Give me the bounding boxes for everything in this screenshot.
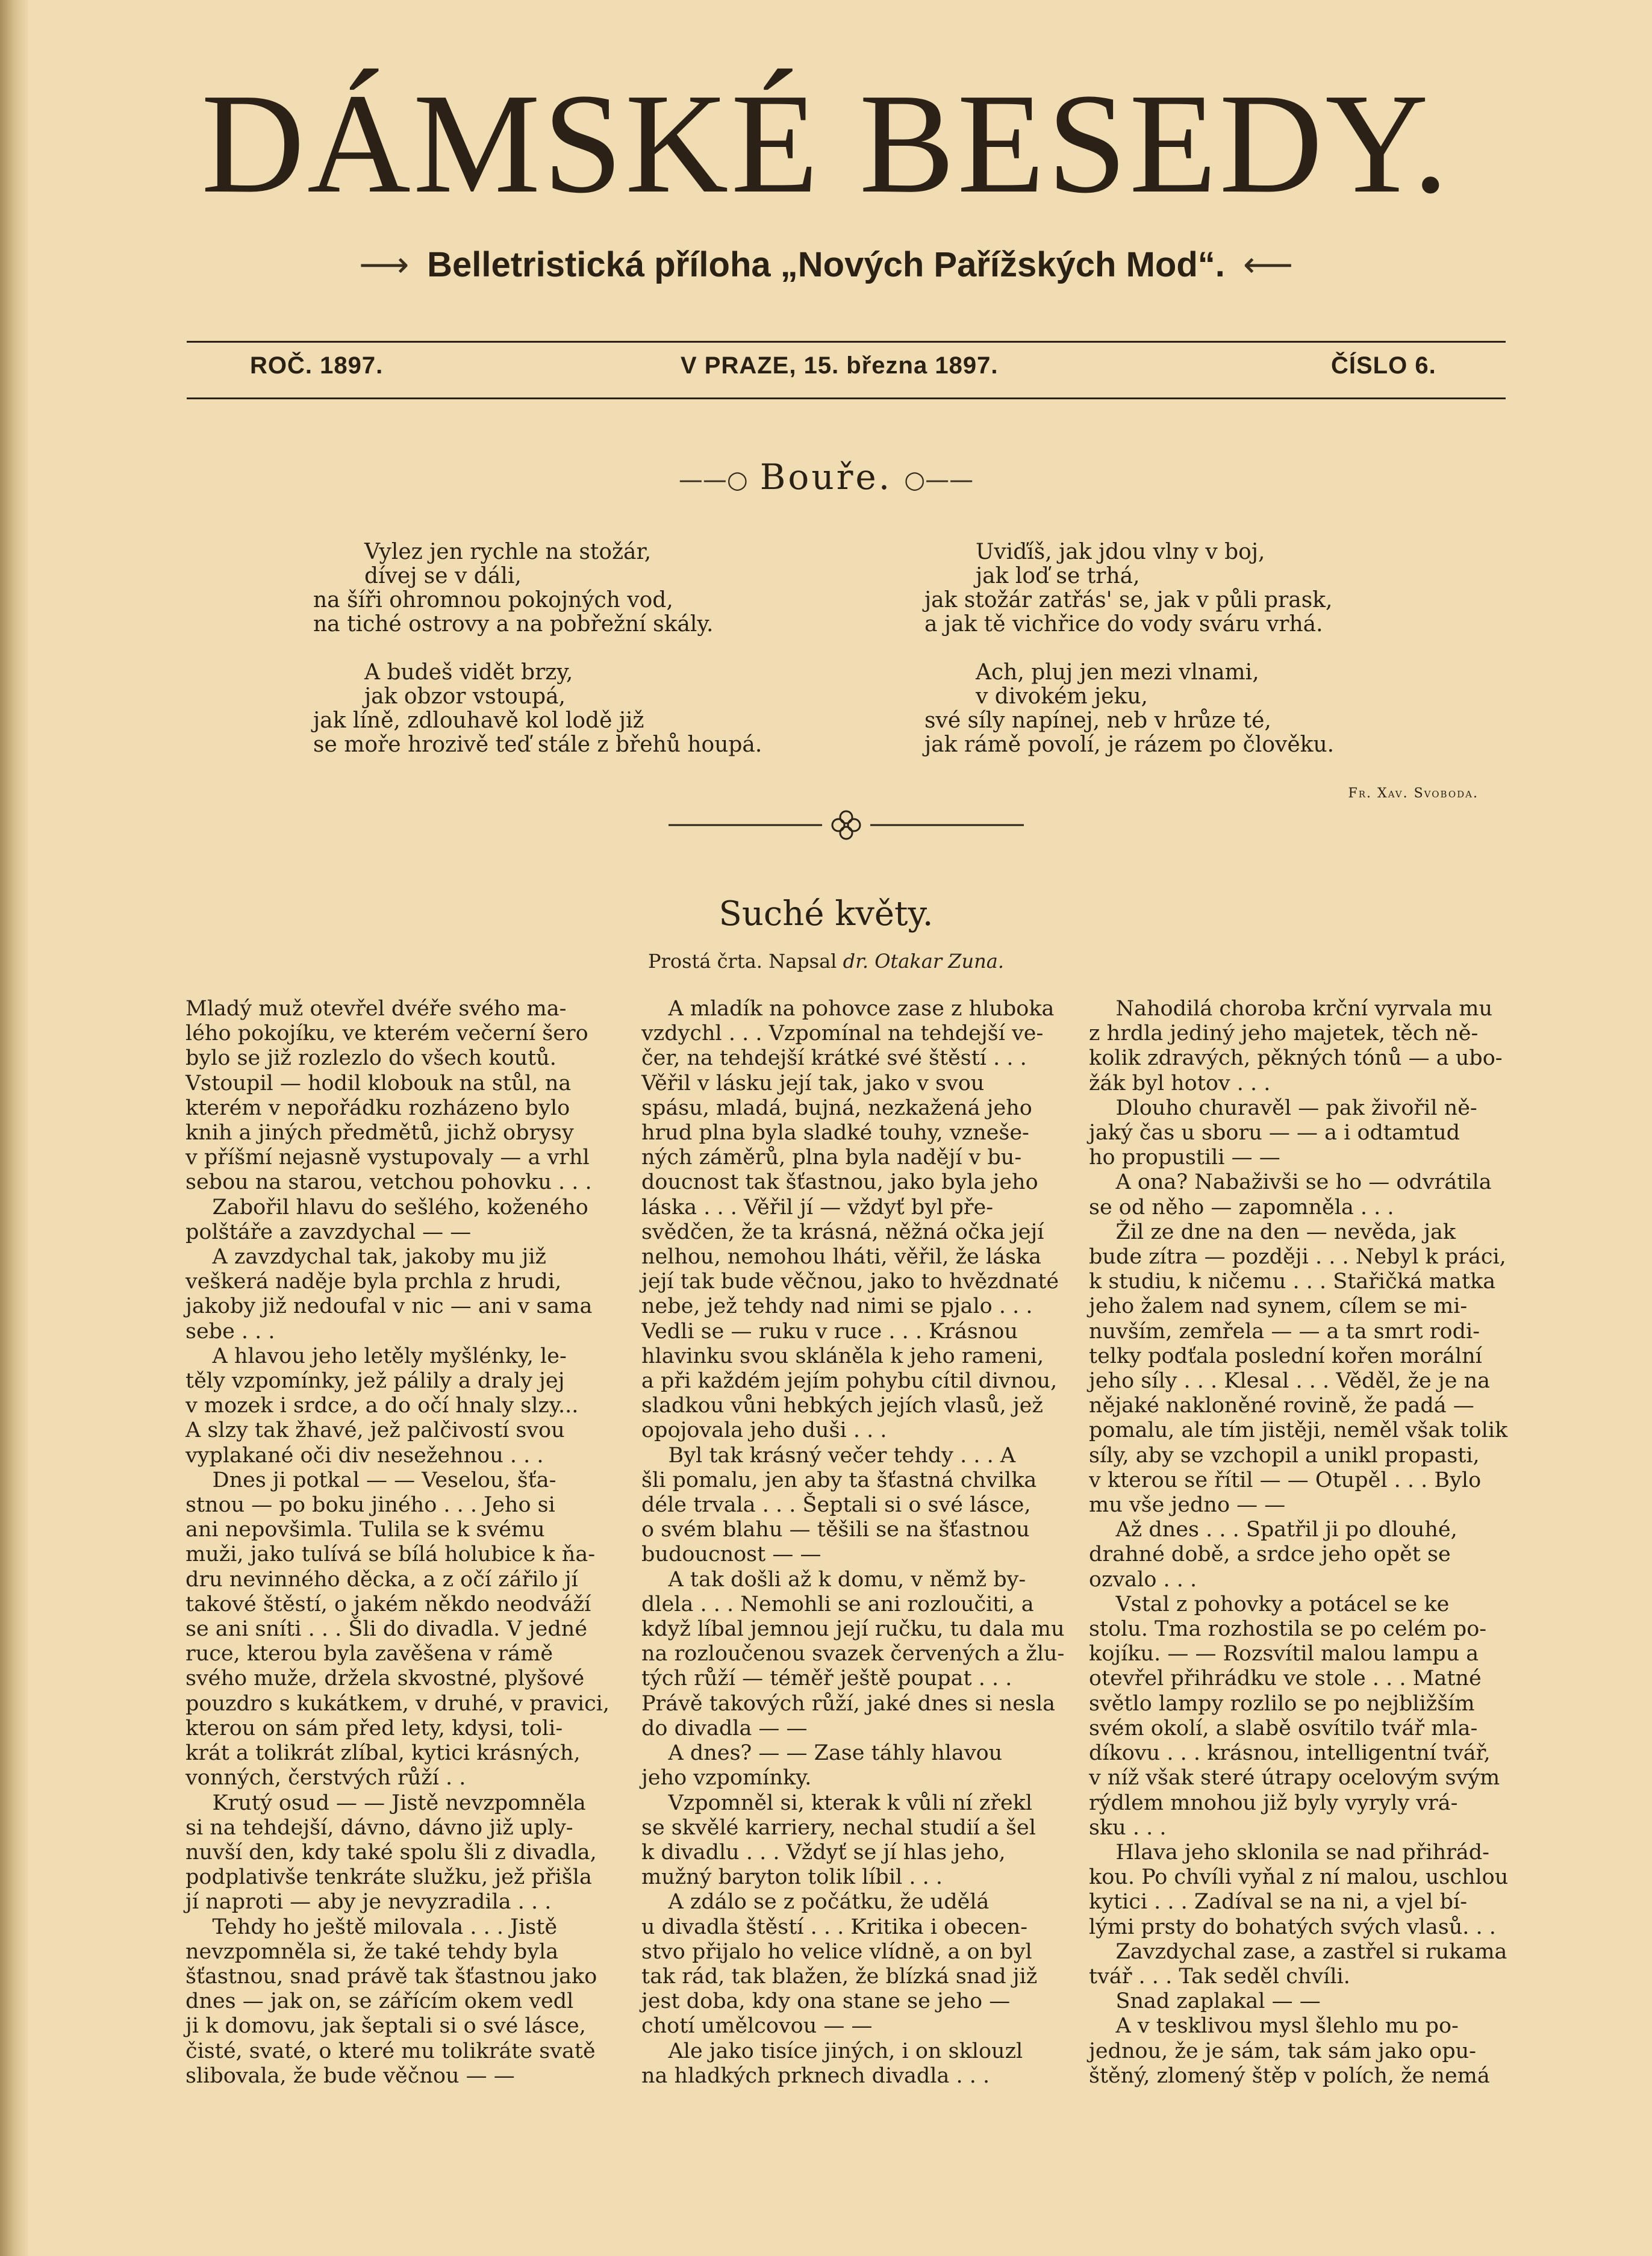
poem-line: a jak tě vichřice do vody sváru vrhá. (924, 612, 1323, 637)
story-line: mu vše jedno — — (1089, 1493, 1286, 1518)
story-line: čer, na tehdejší krátké své štěstí . . . (641, 1046, 1027, 1071)
story-line: A v tesklivou mysl šlehlo mu po- (1089, 2014, 1459, 2039)
story-line: Právě takových růží, jaké dnes si nesla (641, 1691, 1056, 1716)
story-line: ani nepovšimla. Tulila se k svému (185, 1518, 545, 1542)
story-line: tých růží — téměř ještě poupat . . . (641, 1666, 1012, 1691)
story-line: jí naproti — aby je nevyzradila . . . (185, 1890, 552, 1915)
story-line: svém okolí, a slabě osvítilo tvář mla- (1089, 1716, 1478, 1740)
right-flourish-icon: ⟵ (1242, 244, 1294, 285)
story-line: se skvělé karriery, nechal studií a šel (641, 1815, 1036, 1840)
poem-line: na tiché ostrovy a na pobřežní skály. (313, 612, 714, 637)
story-line: knih a jiných předmětů, jichž obrysy (185, 1121, 574, 1145)
right-ornament-icon: ○—— (904, 466, 974, 494)
story-line: nevzpomněla si, že také tehdy byla (185, 1939, 559, 1964)
story-line: Nahodilá choroba krční vyrvala mu (1089, 997, 1493, 1021)
poem-stanza (924, 661, 1334, 757)
story-line: jednou, že je sám, tak sám jako opu- (1089, 2039, 1476, 2063)
story-column-1 (185, 997, 609, 2089)
story-column-3 (1089, 997, 1509, 2089)
story-line: v kterou se řítil — — Otupěl . . . Bylo (1089, 1468, 1482, 1492)
story-line: u divadla štěstí . . . Kritika i obecen- (641, 1915, 1028, 1939)
story-line: z hrdla jediný jeho majetek, těch ně- (1089, 1021, 1479, 1046)
poem-line: své síly napínej, neb v hrůze té, (924, 708, 1271, 733)
story-line: A dnes? — — Zase táhly hlavou (641, 1741, 1003, 1766)
story-line: déle trvala . . . Šeptali si o své lásce, (641, 1493, 1031, 1518)
story-line: v níž však steré útrapy ocelovým svým (1089, 1766, 1500, 1790)
story-line: síly, aby se vzchopil a unikl propasti, (1089, 1443, 1480, 1468)
story-line: bylo se již rozlezlo do všech koutů. (185, 1046, 556, 1071)
story-line: v příšmí nejasně vystupovaly — a vrhl (185, 1145, 590, 1170)
header-top-rule (187, 341, 1506, 343)
story-line: kolik zdravých, pěkných tónů — a ubo- (1089, 1046, 1503, 1071)
story-line: pomalu, ale tím jistěji, neměl však tolik (1089, 1418, 1508, 1443)
story-line: v mozek i srdce, a do očí hnaly slzy... (185, 1394, 579, 1418)
story-line: stolu. Tma rozhostila se po celém po- (1089, 1617, 1487, 1642)
poem-stanza (313, 540, 713, 637)
story-line: Vstal z pohovky a potácel se ke (1089, 1592, 1450, 1616)
story-line: nebe, jež tehdy nad nimi se pjalo . . . (641, 1294, 1033, 1319)
story-line: veškerá naděje byla prchla z hrudi, (185, 1270, 562, 1294)
story-line: dnes — jak on, se zářícím okem vedl (185, 1989, 574, 2014)
story-line: kterém v nepořádku rozházeno bylo (185, 1095, 570, 1120)
story-line: kojíku. — — Rozsvítil malou lampu a (1089, 1642, 1479, 1666)
story-line: hrud plna byla sladké touhy, vznešе- (641, 1121, 1029, 1145)
story-column-2 (641, 997, 1065, 2089)
story-line: ozvalo . . . (1089, 1567, 1197, 1592)
story-line: ných záměrů, plna byla nadějí v bu- (641, 1145, 1022, 1170)
story-line: její tak bude věčnou, jako to hvězdnaté (641, 1270, 1059, 1294)
story-line: nelhou, nemohou lháti, věřil, že láska (641, 1245, 1041, 1270)
poem-stanza (924, 540, 1332, 637)
story-line: díkovu . . . krásnou, intelligentní tvář, (1089, 1741, 1491, 1766)
story-line: Vzpomněl si, kterak k vůli ní zřekl (641, 1790, 1033, 1815)
issue-label: ČÍSLO 6. (1331, 352, 1436, 379)
story-line: spásu, mladá, bujná, nezkažená jeho (641, 1095, 1032, 1120)
story-line: Hlava jeho sklonila se nad přihrád- (1089, 1840, 1489, 1865)
poem-line: Ach, pluj jen mezi vlnami, (976, 660, 1259, 685)
story-line: jest doba, kdy ona stane se jeho — (641, 1989, 1011, 2014)
story-line: A hlavou jeho letěly myšlénky, le- (185, 1344, 567, 1368)
story-line: polštáře a zavzdychal — — (185, 1220, 472, 1244)
story-line: a při každém jejím pohybu cítil divnou, (641, 1369, 1058, 1394)
story-line: stvo přijalo ho velice vlídně, a on byl (641, 1939, 1032, 1964)
story-line: Věřil v lásku její tak, jako v svou (641, 1071, 985, 1095)
story-line: láska . . . Věřil jí — vždyť byl pře- (641, 1195, 994, 1220)
story-line: svědčen, že ta krásná, něžná očka její (641, 1220, 1044, 1244)
story-line: drahné době, a srdce jeho opět se (1089, 1542, 1451, 1567)
page-binding-edge (0, 0, 28, 2256)
poem-line: jak stožár zatřás' se, jak v půli prask, (924, 588, 1333, 612)
story-line: A zavzdychal tak, jakoby mu již (185, 1245, 546, 1270)
story-line: světlo lampy rozlilo se po nejbližším (1089, 1691, 1475, 1716)
story-line: k studiu, k ničemu . . . Stařičká matka (1089, 1270, 1496, 1294)
story-line: kterou on sám před lety, kdysi, toli- (185, 1716, 563, 1740)
story-line: Dlouho churavěl — pak živořil ně- (1089, 1095, 1477, 1120)
poem-line: Vylez jen rychle na stožár, (364, 540, 652, 564)
story-line: jakoby již nedoufal v nic — ani v sama (185, 1294, 593, 1319)
story-line: ho propustili — — (1089, 1145, 1280, 1170)
masthead-title: DÁMSKÉ BESEDY. (201, 64, 1451, 223)
poem-line: A budeš vidět brzy, (364, 660, 573, 685)
story-line: jaký čas u sboru — — a i odtamtud (1089, 1121, 1460, 1145)
story-line: si na tehdejší, dávno, dávno již uply- (185, 1815, 573, 1840)
story-line: čisté, svaté, o které mu tolikráte svatě (185, 2039, 596, 2063)
place-date-label: V PRAZE, 15. března 1897. (681, 352, 999, 379)
poem-line: Uviďíš, jak jdou vlny v boj, (976, 540, 1265, 564)
left-flourish-icon: ⟶ (358, 244, 410, 285)
story-title: Suché květy. (718, 894, 934, 933)
story-line: svého muže, držela skvostné, plyšové (185, 1666, 585, 1691)
poem-line: dívej se v dáli, (364, 564, 522, 588)
story-line: kou. Po chvíli vyňal z ní malou, uschlou (1089, 1865, 1509, 1890)
story-line: k divadlu . . . Vždyť se jí hlas jeho, (641, 1840, 1006, 1865)
story-line: o svém blahu — těšili se na šťastnou (641, 1518, 1030, 1542)
story-line: A mladík na pohovce zase z hluboka (641, 997, 1055, 1021)
volume-label: ROČ. 1897. (250, 352, 384, 379)
poem-title: Bouře. (759, 456, 893, 497)
story-line: tak rád, tak blažen, že blízká snad již (641, 1964, 1038, 1989)
story-line: sebou na starou, vetchou pohovku . . . (185, 1170, 592, 1195)
poem-line: na šíři ohromnou pokojných vod, (313, 588, 673, 612)
story-line: Snad zaplakal — — (1089, 1989, 1321, 2014)
story-line: lými prsty do bohatých svých vlasů. . . (1089, 1915, 1496, 1939)
story-line: vyplakané oči div nesežehnou . . . (185, 1443, 544, 1468)
story-line: slibovala, že bude věčnou — — (185, 2063, 515, 2088)
ornamental-divider-icon (669, 807, 1024, 843)
story-line: krát a tolikrát zlíbal, kytici krásných, (185, 1741, 581, 1766)
story-line: otevřel přihrádku ve stole . . . Matné (1089, 1666, 1482, 1691)
story-line: na hladkých prknech divadla . . . (641, 2063, 990, 2088)
story-line: chotí umělcovou — — (641, 2014, 873, 2039)
story-author-name: Otakar Zuna. (874, 950, 1004, 973)
story-line: opojovala jeho duši . . . (641, 1418, 887, 1443)
story-line: vzdychl . . . Vzpomínal na tehdejší ve- (641, 1021, 1044, 1046)
story-line: muži, jako tulívá se bílá holubice k ňa- (185, 1542, 596, 1567)
story-line: Tehdy ho ještě milovala . . . Jistě (185, 1915, 558, 1939)
story-line: těly vzpomínky, jež pálily a draly jej (185, 1369, 565, 1394)
poem-line: jak loď se trhá, (976, 564, 1140, 588)
story-line: Zavzdychal zase, a zastřel si rukama (1089, 1939, 1507, 1964)
story-line: nuvší den, kdy také spolu šli z divadla, (185, 1840, 597, 1865)
story-line: tvář . . . Tak seděl chvíli. (1089, 1964, 1350, 1989)
story-line: sebe . . . (185, 1319, 275, 1344)
story-line: sku . . . (1089, 1815, 1167, 1840)
story-line: šťastnou, snad právě tak šťastnou jako (185, 1964, 597, 1989)
story-line: Krutý osud — — Jistě nevzpomněla (185, 1790, 586, 1815)
story-line: Byl tak krásný večer tehdy . . . A (641, 1443, 1016, 1468)
story-line: doucnost tak šťastnou, jako byla jeho (641, 1170, 1038, 1195)
story-line: štěný, zlomený štěp v polích, že nemá (1089, 2063, 1490, 2088)
story-line: jeho žalem nad synem, cílem se mi- (1089, 1294, 1468, 1319)
poem-line: jak obzor vstoupá, (364, 684, 566, 709)
story-line: telky podťala poslední kořen morální (1089, 1344, 1482, 1368)
story-line: na rozloučenou svazek červených a žlu- (641, 1642, 1065, 1666)
story-line: vonných, čerstvých růží . . (185, 1766, 466, 1790)
story-line: takové štěstí, o jakém někdo neodváží (185, 1592, 591, 1616)
story-line: Zabořil hlavu do sešlého, koženého (185, 1195, 588, 1220)
story-line: se ani sníti . . . Šli do divadla. V jedné (185, 1617, 588, 1642)
header-bottom-rule (187, 397, 1506, 399)
story-line: A slzy tak žhavé, jež palčivostí svou (185, 1418, 565, 1443)
story-line: žák byl hotov . . . (1089, 1071, 1271, 1095)
story-line: sladkou vůni hebkých jejích vlasů, jež (641, 1394, 1043, 1418)
story-line: nuvším, zemřela — — a ta smrt rodi- (1089, 1319, 1480, 1344)
story-line: Vedli se — ruku v ruce . . . Krásnou (641, 1319, 1018, 1344)
story-line: stnou — po boku jiného . . . Jeho si (185, 1493, 555, 1518)
story-line: Až dnes . . . Spatřil ji po dlouhé, (1089, 1518, 1457, 1542)
story-line: ruce, kterou byla zavěšena v rámě (185, 1642, 553, 1666)
story-line: jeho síly . . . Klesal . . . Věděl, že je na (1089, 1369, 1490, 1394)
poem-line: jak líně, zdlouhavě kol lodě již (313, 708, 644, 733)
left-ornament-icon: ——○ (678, 466, 748, 494)
story-line: A ona? Nabaživši se ho — odvrátila (1089, 1170, 1492, 1195)
story-line: Vstoupil — hodil klobouk na stůl, na (185, 1071, 572, 1095)
story-line: do divadla — — (641, 1716, 808, 1740)
story-line: se od něho — zapomněla . . . (1089, 1195, 1394, 1220)
story-line: lého pokojíku, ve kterém večerní šero (185, 1021, 588, 1046)
poem-line: se moře hrozivě teď stále z břehů houpá. (313, 732, 762, 757)
poem-line: jak rámě povolí, je rázem po člověku. (924, 732, 1335, 757)
story-line: budoucnost — — (641, 1542, 821, 1567)
story-subtitle (0, 950, 1652, 973)
story-line: Žil ze dne na den — nevěda, jak (1089, 1220, 1456, 1244)
masthead-subtitle-row (0, 244, 1652, 285)
story-line: dlela . . . Nemohli se ani rozloučiti, a (641, 1592, 1034, 1616)
story-line: šli pomalu, jen aby ta šťastná chvilka (641, 1468, 1037, 1492)
poem-line: v divokém jeku, (976, 684, 1148, 709)
story-line: mužný baryton tolik líbil . . . (641, 1865, 943, 1890)
story-line: A tak došli až k domu, v němž by- (641, 1567, 1026, 1592)
poem-title-row (0, 456, 1652, 497)
story-line: hlavinku svou skláněla k jeho rameni, (641, 1344, 1044, 1368)
story-line: A zdálo se z počátku, že udělá (641, 1890, 990, 1915)
story-subtitle-prefix: Prostá črta. Napsal (647, 950, 837, 973)
story-line: kytici . . . Zadíval se na ni, a vjel bí- (1089, 1890, 1468, 1915)
story-author-title: dr. (843, 950, 869, 973)
story-line: Ale jako tisíce jiných, i on sklouzl (641, 2039, 1023, 2063)
story-line: rýdlem mnohou již byly vyryly vrá- (1089, 1790, 1458, 1815)
story-line: dru nevinného děcka, a z očí zářilo jí (185, 1567, 578, 1592)
story-line: bude zítra — později . . . Nebyl k práci, (1089, 1245, 1506, 1270)
poem-stanza (313, 661, 762, 757)
story-line: pouzdro s kukátkem, v druhé, v pravici, (185, 1691, 609, 1716)
poem-author: Fr. Xav. Svoboda. (1348, 786, 1479, 801)
story-line: Dnes ji potkal — — Veselou, šťa- (185, 1468, 556, 1492)
story-line: Mladý muž otevřel dvéře svého ma- (185, 997, 567, 1021)
story-line: nějaké nakloněné rovině, že padá — (1089, 1394, 1474, 1418)
story-line: jeho vzpomínky. (641, 1766, 812, 1790)
masthead-subtitle: Belletristická příloha „Nových Pařížských Mod“. (427, 245, 1225, 284)
story-line: ji k domovu, jak šeptali si o své lásce, (185, 2014, 586, 2039)
story-line: když líbal jemnou její ručku, tu dala mu (641, 1617, 1065, 1642)
story-line: podplativše tenkráte služku, jež přišla (185, 1865, 592, 1890)
